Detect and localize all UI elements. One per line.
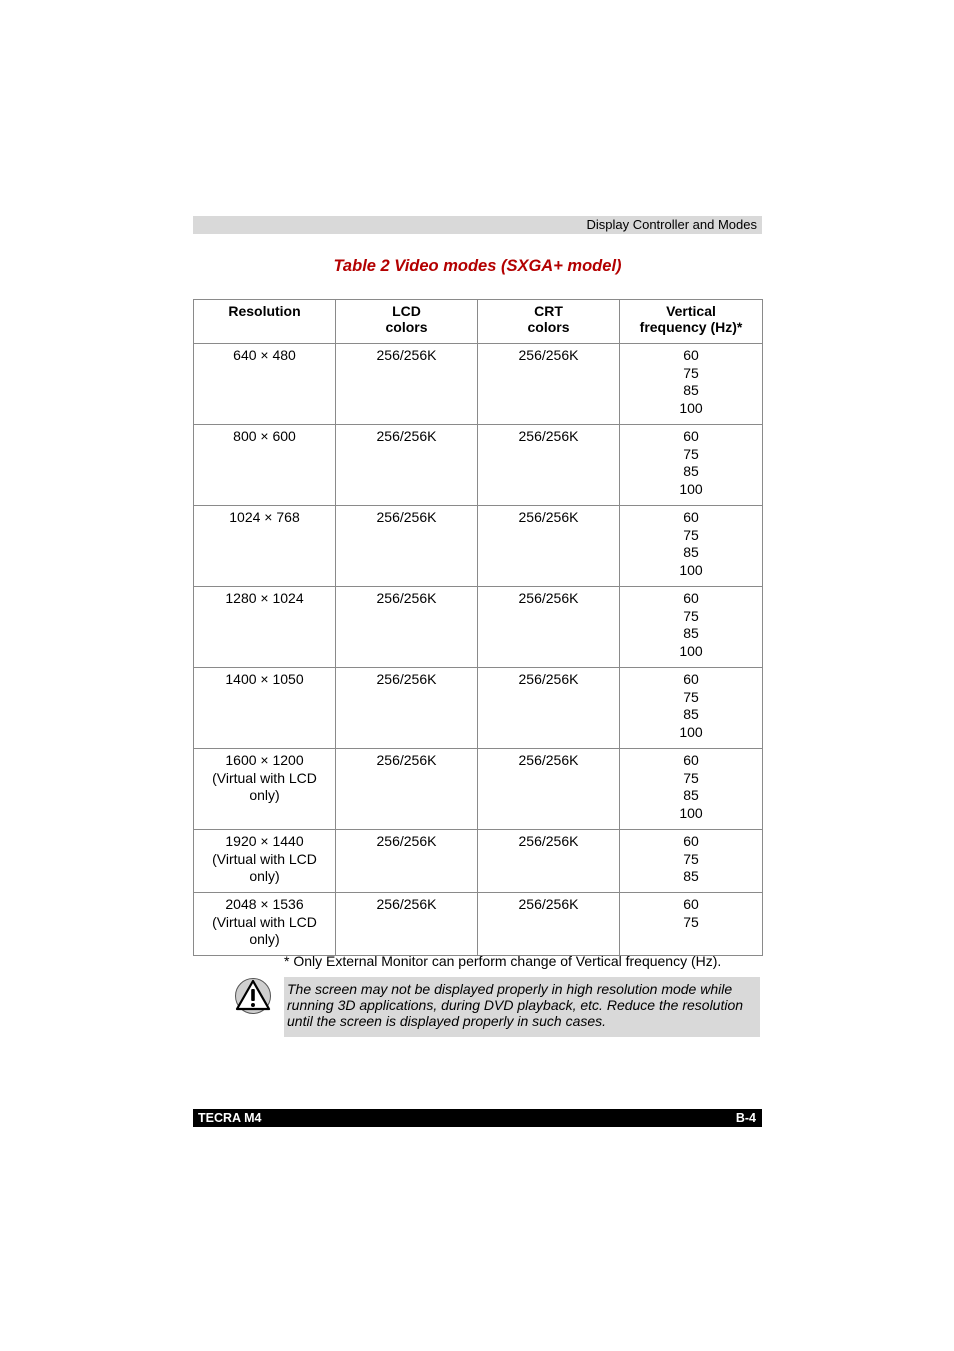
section-title: Display Controller and Modes [586, 217, 757, 232]
caution-note [284, 977, 760, 1037]
frequency-value: 75 [683, 607, 699, 624]
lcd-colors-cell: 256/256K [336, 893, 478, 956]
table-title: Table 2 Video modes (SXGA+ model) [333, 257, 622, 275]
table-row [194, 587, 763, 668]
lcd-colors-cell: 256/256K [336, 668, 478, 749]
frequency-value: 75 [683, 445, 699, 462]
resolution-cell [194, 830, 336, 893]
resolution-line: only) [249, 931, 280, 948]
frequency-cell [620, 587, 763, 668]
crt-colors-cell: 256/256K [478, 587, 620, 668]
resolution-cell [194, 506, 336, 587]
frequency-value: 100 [679, 480, 703, 497]
running-footer [193, 1109, 762, 1127]
column-header-vertical-frequency [620, 300, 763, 344]
frequency-value: 85 [683, 544, 699, 561]
lcd-colors-cell: 256/256K [336, 587, 478, 668]
table-row [194, 749, 763, 830]
resolution-line: only) [249, 868, 280, 885]
column-header-line: LCD [392, 303, 421, 319]
resolution-line: 1024 × 768 [229, 509, 300, 525]
resolution-line: 800 × 600 [233, 428, 296, 444]
frequency-value: 75 [683, 688, 699, 705]
frequency-value: 60 [683, 833, 699, 849]
table-row [194, 344, 763, 425]
column-header-line: colors [385, 319, 428, 335]
frequency-value: 60 [683, 752, 699, 768]
resolution-line: 1920 × 1440 [225, 833, 304, 849]
frequency-cell [620, 506, 763, 587]
resolution-cell [194, 587, 336, 668]
lcd-colors-cell: 256/256K [336, 749, 478, 830]
frequency-value: 100 [679, 804, 703, 821]
frequency-cell [620, 668, 763, 749]
table-row [194, 668, 763, 749]
resolution-cell [194, 749, 336, 830]
crt-colors-cell: 256/256K [478, 425, 620, 506]
frequency-value: 100 [679, 723, 703, 740]
frequency-value: 85 [683, 382, 699, 399]
table-header-row [194, 300, 763, 344]
resolution-cell [194, 668, 336, 749]
table-row [194, 506, 763, 587]
resolution-cell [194, 425, 336, 506]
column-header-crt-colors [478, 300, 620, 344]
frequency-cell [620, 749, 763, 830]
column-header-resolution [194, 300, 336, 344]
product-name: TECRA M4 [198, 1111, 262, 1125]
lcd-colors-cell: 256/256K [336, 506, 478, 587]
frequency-value: 85 [683, 463, 699, 480]
resolution-line: 1600 × 1200 [225, 752, 304, 768]
frequency-value: 85 [683, 787, 699, 804]
resolution-line: 640 × 480 [233, 347, 296, 363]
crt-colors-cell: 256/256K [478, 830, 620, 893]
caution-text: The screen may not be displayed properly in high resolution mode while running 3D applications, during DVD playback, etc. Reduce the resolution until the screen is displayed properly in such cases. [287, 981, 744, 1030]
caution-triangle-icon [234, 977, 272, 1015]
resolution-line: 1400 × 1050 [225, 671, 304, 687]
frequency-value: 100 [679, 561, 703, 578]
resolution-cell [194, 893, 336, 956]
frequency-cell [620, 425, 763, 506]
resolution-line: only) [249, 787, 280, 804]
crt-colors-cell: 256/256K [478, 668, 620, 749]
frequency-cell [620, 830, 763, 893]
table-row [194, 425, 763, 506]
frequency-value: 85 [683, 868, 699, 885]
frequency-cell [620, 344, 763, 425]
frequency-value: 60 [683, 347, 699, 363]
frequency-value: 60 [683, 428, 699, 444]
crt-colors-cell: 256/256K [478, 506, 620, 587]
frequency-value: 75 [683, 364, 699, 381]
frequency-value: 60 [683, 896, 699, 912]
frequency-value: 75 [683, 526, 699, 543]
table-body [194, 344, 763, 956]
frequency-cell [620, 893, 763, 956]
running-header [193, 216, 762, 234]
column-header-line: frequency (Hz)* [639, 319, 743, 335]
table-footnote: * Only External Monitor can perform change of Vertical frequency (Hz). [284, 953, 722, 969]
frequency-value: 85 [683, 706, 699, 723]
frequency-value: 60 [683, 671, 699, 687]
crt-colors-cell: 256/256K [478, 749, 620, 830]
resolution-cell [194, 344, 336, 425]
lcd-colors-cell: 256/256K [336, 344, 478, 425]
frequency-value: 60 [683, 509, 699, 525]
table-row [194, 893, 763, 956]
column-header-line: Resolution [228, 303, 301, 319]
video-modes-table [193, 299, 763, 956]
column-header-lcd-colors [336, 300, 478, 344]
crt-colors-cell: 256/256K [478, 893, 620, 956]
column-header-line: Vertical [666, 303, 716, 319]
frequency-value: 100 [679, 642, 703, 659]
frequency-value: 75 [683, 769, 699, 786]
column-header-line: colors [527, 319, 570, 335]
crt-colors-cell: 256/256K [478, 344, 620, 425]
resolution-line: (Virtual with LCD [212, 850, 317, 867]
frequency-value: 60 [683, 590, 699, 606]
resolution-line: (Virtual with LCD [212, 769, 317, 786]
page-number: B-4 [735, 1111, 756, 1125]
column-header-line: CRT [534, 303, 563, 319]
resolution-line: 2048 × 1536 [225, 896, 304, 912]
resolution-line: 1280 × 1024 [225, 590, 304, 606]
frequency-value: 100 [679, 399, 703, 416]
table-row [194, 830, 763, 893]
lcd-colors-cell: 256/256K [336, 830, 478, 893]
frequency-value: 75 [683, 913, 699, 930]
frequency-value: 75 [683, 850, 699, 867]
lcd-colors-cell: 256/256K [336, 425, 478, 506]
frequency-value: 85 [683, 625, 699, 642]
resolution-line: (Virtual with LCD [212, 913, 317, 930]
